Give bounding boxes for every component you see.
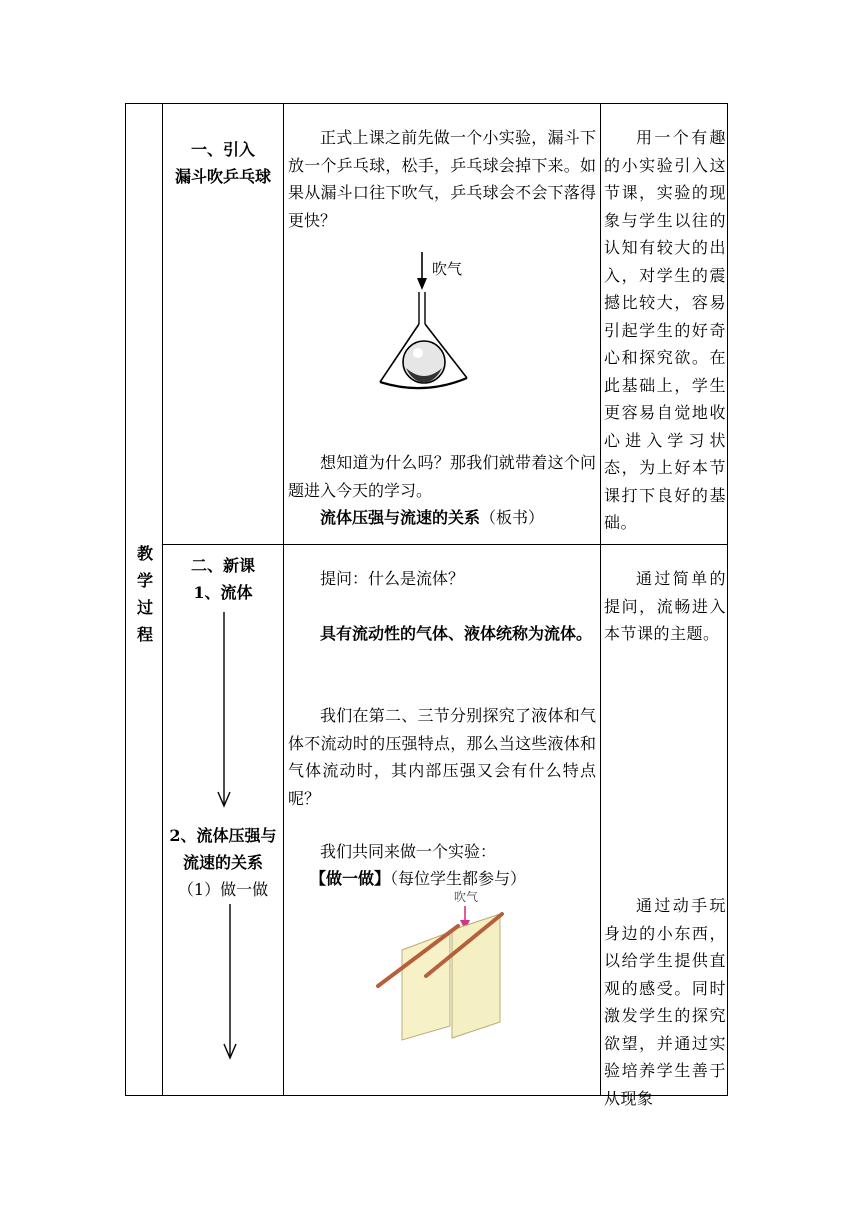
blow-arrow-head <box>417 278 427 290</box>
down-arrow-2 <box>220 904 240 1064</box>
row2-paragraph: 我们在第二、三节分别探究了液体和气体不流动时的压强特点，那么当这些液体和气体流动时，其内部压强又会有什么特点呢？ <box>288 706 596 808</box>
do-it-label: 【做一做】 <box>310 869 391 888</box>
table-divider-3 <box>600 103 601 1096</box>
table-divider-1 <box>162 103 163 1096</box>
row1-intro-text: 正式上课之前先做一个小实验，漏斗下放一个乒乓球，松手，乒乓球会掉下来。如果从漏斗口往下吹气，乒乓球会不会下落得更快？ <box>288 128 596 230</box>
row1-after-text: 想知道为什么吗？那我们就带着这个问题进入今天的学习。 <box>288 453 596 500</box>
row2-design-note-b: 通过动手玩身边的小东西，以给学生提供直观的感受。同时激发学生的探究欲望，并通过实验培养学生善于从现象 <box>604 896 726 1108</box>
row2-stage-subtitle: 1、流体 <box>193 583 253 602</box>
row2-stage <box>164 552 282 606</box>
row1-design-note: 用一个有趣的小实验引入这节课，实验的现象与学生以往的认知有较大的出入，对学生的震撼比较大，容易引起学生的好奇心和探究欲。在此基础上，学生更容易自觉地收心进入学习状态，为上好本节课打下良好的基础。 <box>604 128 726 532</box>
paper-sheet-back <box>452 914 500 1038</box>
row2-stage-2-line1: 2、流体压强与 <box>169 826 277 845</box>
section-label-char: 学 <box>136 571 153 590</box>
do-it-note: （每位学生都参与） <box>390 869 527 888</box>
row2-stage-2-line2: 流速的关系 <box>182 853 263 872</box>
row1-board-line <box>288 504 596 532</box>
question-text: 提问：什么是流体？ <box>320 569 465 588</box>
row1-stage <box>164 136 282 190</box>
funnel-ping-pong-figure <box>376 250 516 400</box>
ball-highlight <box>413 348 423 358</box>
row2-stage-title: 二、新课 <box>190 556 255 575</box>
section-label-char: 过 <box>136 598 153 617</box>
figure-label: 吹气 <box>432 260 463 278</box>
row1-stage-title: 一、引入 <box>190 140 255 159</box>
row2-step-1: （1）做一做 <box>177 880 269 899</box>
table-border-right <box>727 103 728 1096</box>
fluid-definition: 具有流动性的气体、液体统称为流体。 <box>320 624 593 643</box>
table-border-top <box>125 103 728 104</box>
row2-design-note-a: 通过简单的提问，流畅进入本节课的主题。 <box>604 569 726 643</box>
board-title: 流体压强与流速的关系 <box>320 508 481 527</box>
board-note: （板书） <box>480 508 545 527</box>
table-border-left <box>125 103 126 1096</box>
row2-stage-2 <box>164 822 282 876</box>
table-divider-2 <box>283 103 284 1096</box>
section-label <box>128 540 162 648</box>
funnel-neck <box>419 292 425 324</box>
down-arrow-1 <box>214 612 234 812</box>
figure-label: 吹气 <box>454 890 479 904</box>
experiment-intro: 我们共同来做一个实验： <box>320 842 497 861</box>
paper-blowing-figure <box>372 886 512 1056</box>
row1-stage-subtitle: 漏斗吹乒乓球 <box>174 167 271 186</box>
section-label-char: 程 <box>136 625 153 644</box>
table-row-divider <box>162 544 728 545</box>
section-label-char: 教 <box>136 544 153 563</box>
